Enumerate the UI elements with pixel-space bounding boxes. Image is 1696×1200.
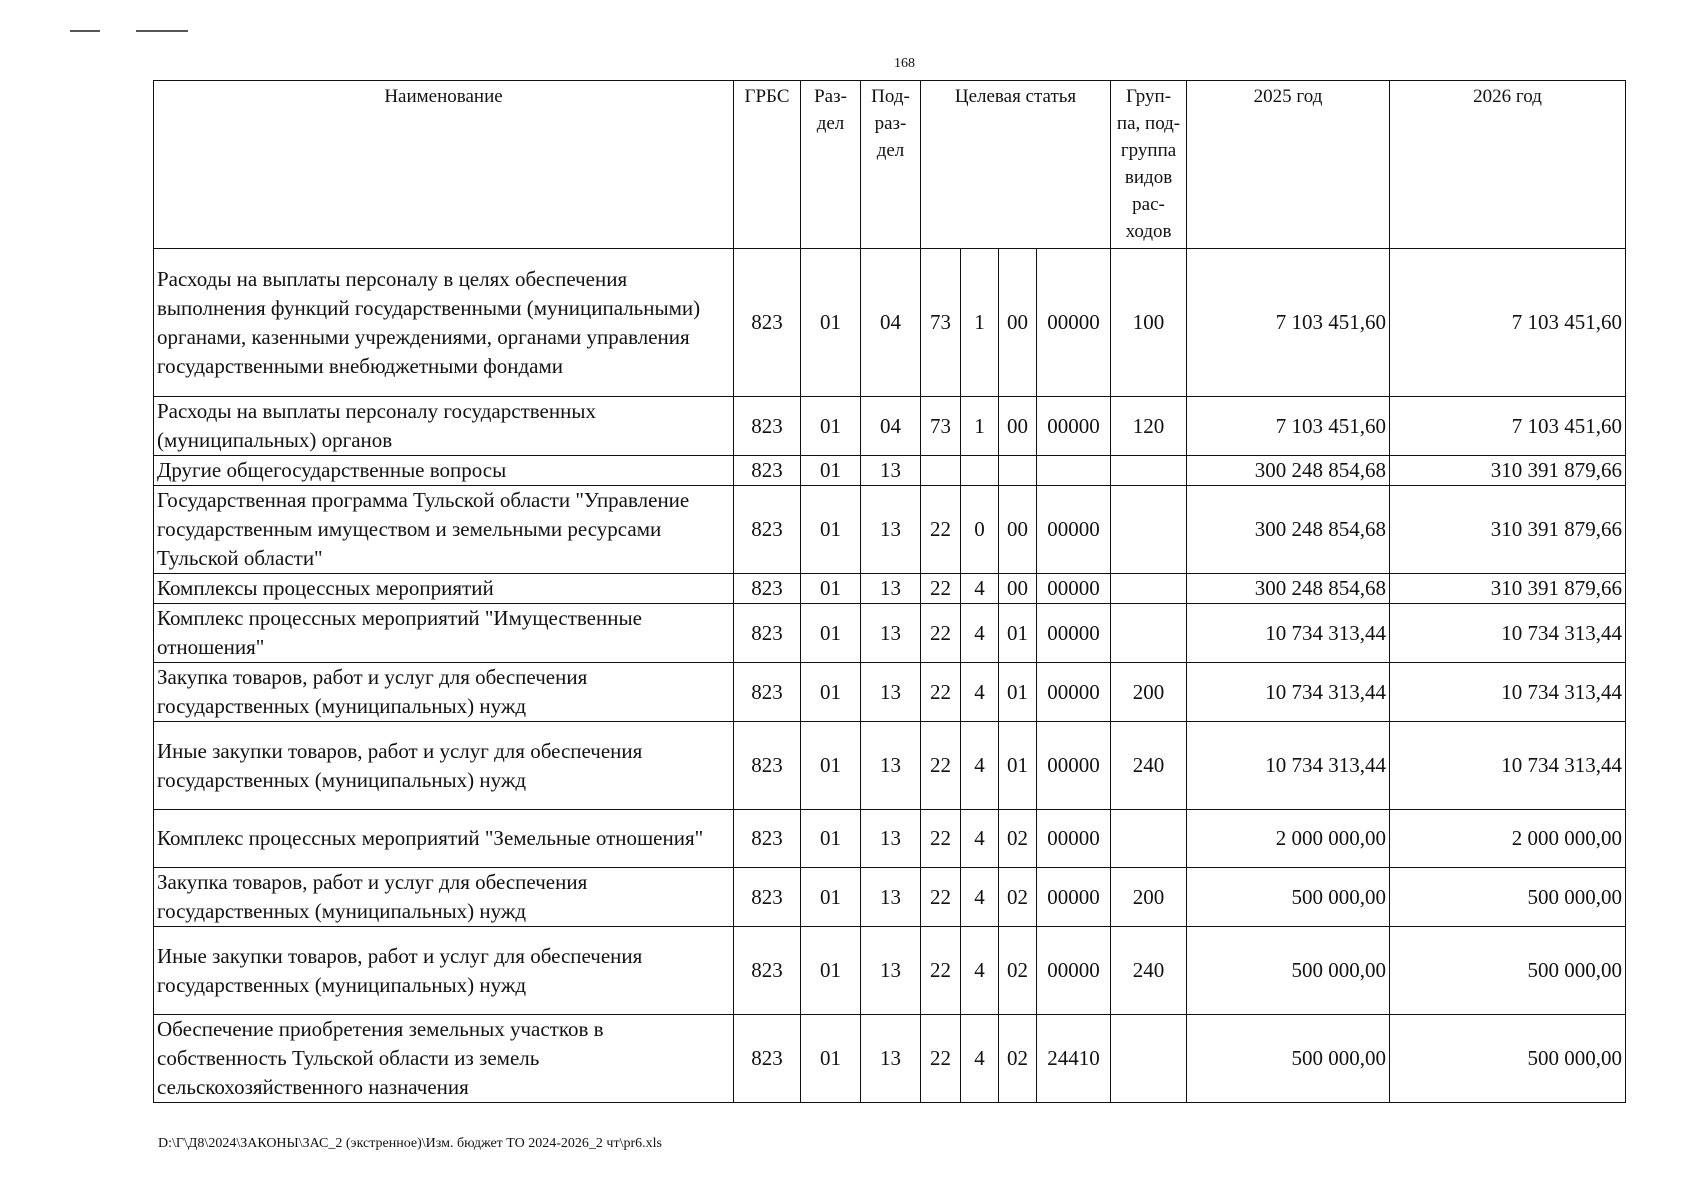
row-expense-group: [1111, 810, 1187, 868]
header-podrazdel: Под- раз- дел: [861, 81, 921, 249]
row-target-direction: [1037, 456, 1111, 486]
row-target-direction: 00000: [1037, 574, 1111, 604]
row-expense-group: 200: [1111, 663, 1187, 722]
header-expense-group: Груп- па, под- группа видов рас- ходов: [1111, 81, 1187, 249]
row-name: Расходы на выплаты персоналу государственных (муниципальных) органов: [154, 397, 734, 456]
row-grbs: 823: [734, 810, 801, 868]
row-expense-group: [1111, 1015, 1187, 1103]
row-target-event: 02: [999, 868, 1037, 927]
row-amount-2026: 10 734 313,44: [1390, 663, 1626, 722]
budget-table: [153, 80, 1626, 1103]
row-target-program: 22: [921, 574, 961, 604]
row-target-event: 00: [999, 486, 1037, 574]
row-target-program: 22: [921, 663, 961, 722]
row-razdel: 01: [801, 486, 861, 574]
row-podrazdel: 13: [861, 456, 921, 486]
row-target-program: 22: [921, 1015, 961, 1103]
row-amount-2025: 2 000 000,00: [1187, 810, 1390, 868]
row-amount-2026: 10 734 313,44: [1390, 604, 1626, 663]
row-grbs: 823: [734, 868, 801, 927]
row-name: Другие общегосударственные вопросы: [154, 456, 734, 486]
row-podrazdel: 13: [861, 574, 921, 604]
row-amount-2026: 10 734 313,44: [1390, 722, 1626, 810]
table-row: [154, 663, 1626, 722]
row-expense-group: 100: [1111, 249, 1187, 397]
row-amount-2026: 2 000 000,00: [1390, 810, 1626, 868]
row-grbs: 823: [734, 456, 801, 486]
row-target-event: 00: [999, 397, 1037, 456]
row-name: Закупка товаров, работ и услуг для обеспечения государственных (муниципальных) нужд: [154, 663, 734, 722]
row-expense-group: 200: [1111, 868, 1187, 927]
row-podrazdel: 13: [861, 486, 921, 574]
row-expense-group: 120: [1111, 397, 1187, 456]
row-amount-2026: 310 391 879,66: [1390, 456, 1626, 486]
row-podrazdel: 13: [861, 604, 921, 663]
scan-artifact-mark: [70, 30, 100, 32]
row-amount-2025: 10 734 313,44: [1187, 604, 1390, 663]
table-row: [154, 868, 1626, 927]
row-grbs: 823: [734, 249, 801, 397]
row-amount-2025: 500 000,00: [1187, 868, 1390, 927]
row-target-subprogram: 4: [961, 663, 999, 722]
header-grbs: ГРБС: [734, 81, 801, 249]
row-name: Иные закупки товаров, работ и услуг для обеспечения государственных (муниципальных) нужд: [154, 927, 734, 1015]
row-target-direction: 00000: [1037, 604, 1111, 663]
row-razdel: 01: [801, 249, 861, 397]
table-row: [154, 1015, 1626, 1103]
table-row: [154, 927, 1626, 1015]
scan-artifact-mark: [136, 30, 188, 32]
row-grbs: 823: [734, 397, 801, 456]
row-target-direction: 00000: [1037, 810, 1111, 868]
row-name: Расходы на выплаты персоналу в целях обеспечения выполнения функций государственными (муниципальными) органами, казенными учреждениями, органами управления государственными внебюджетными фондами: [154, 249, 734, 397]
row-grbs: 823: [734, 604, 801, 663]
row-target-subprogram: 1: [961, 397, 999, 456]
row-amount-2026: 310 391 879,66: [1390, 574, 1626, 604]
row-target-direction: 00000: [1037, 249, 1111, 397]
row-grbs: 823: [734, 1015, 801, 1103]
row-target-subprogram: [961, 456, 999, 486]
row-amount-2025: 500 000,00: [1187, 1015, 1390, 1103]
table-row: [154, 486, 1626, 574]
row-target-direction: 00000: [1037, 722, 1111, 810]
table-row: [154, 456, 1626, 486]
row-target-program: 73: [921, 397, 961, 456]
row-target-subprogram: 4: [961, 868, 999, 927]
row-target-program: 22: [921, 868, 961, 927]
row-expense-group: [1111, 456, 1187, 486]
row-razdel: 01: [801, 868, 861, 927]
row-name: Комплексы процессных мероприятий: [154, 574, 734, 604]
table-row: [154, 604, 1626, 663]
footer-file-path: D:\Г\Д8\2024\ЗАКОНЫ\ЗАС_2 (экстренное)\Изм. бюджет ТО 2024-2026_2 чт\pr6.xls: [158, 1136, 662, 1151]
row-grbs: 823: [734, 574, 801, 604]
row-target-event: 00: [999, 574, 1037, 604]
row-name: Закупка товаров, работ и услуг для обеспечения государственных (муниципальных) нужд: [154, 868, 734, 927]
row-amount-2026: 310 391 879,66: [1390, 486, 1626, 574]
row-target-program: 22: [921, 722, 961, 810]
row-razdel: 01: [801, 663, 861, 722]
row-amount-2026: 7 103 451,60: [1390, 397, 1626, 456]
row-amount-2025: 7 103 451,60: [1187, 397, 1390, 456]
row-expense-group: 240: [1111, 927, 1187, 1015]
row-target-program: 22: [921, 927, 961, 1015]
row-razdel: 01: [801, 722, 861, 810]
row-expense-group: [1111, 604, 1187, 663]
row-name: Иные закупки товаров, работ и услуг для обеспечения государственных (муниципальных) нужд: [154, 722, 734, 810]
row-target-subprogram: 1: [961, 249, 999, 397]
row-razdel: 01: [801, 604, 861, 663]
row-podrazdel: 04: [861, 249, 921, 397]
table-row: [154, 249, 1626, 397]
row-podrazdel: 13: [861, 663, 921, 722]
row-name: Комплекс процессных мероприятий "Земельные отношения": [154, 810, 734, 868]
row-amount-2026: 500 000,00: [1390, 927, 1626, 1015]
row-amount-2025: 10 734 313,44: [1187, 722, 1390, 810]
row-target-event: [999, 456, 1037, 486]
row-podrazdel: 13: [861, 868, 921, 927]
row-name: Государственная программа Тульской области "Управление государственным имуществом и земельными ресурсами Тульской области": [154, 486, 734, 574]
row-target-program: 22: [921, 604, 961, 663]
row-target-program: 22: [921, 486, 961, 574]
row-expense-group: [1111, 574, 1187, 604]
row-amount-2026: 500 000,00: [1390, 868, 1626, 927]
row-target-direction: 00000: [1037, 486, 1111, 574]
row-amount-2025: 300 248 854,68: [1187, 456, 1390, 486]
table-row: [154, 397, 1626, 456]
row-podrazdel: 13: [861, 927, 921, 1015]
row-target-direction: 00000: [1037, 397, 1111, 456]
header-year-2025: 2025 год: [1187, 81, 1390, 249]
row-razdel: 01: [801, 810, 861, 868]
row-amount-2025: 300 248 854,68: [1187, 486, 1390, 574]
row-target-subprogram: 4: [961, 574, 999, 604]
row-razdel: 01: [801, 397, 861, 456]
table-row: [154, 574, 1626, 604]
row-target-direction: 00000: [1037, 868, 1111, 927]
row-target-event: 02: [999, 810, 1037, 868]
row-grbs: 823: [734, 722, 801, 810]
row-amount-2025: 300 248 854,68: [1187, 574, 1390, 604]
header-row: [154, 81, 1626, 249]
row-target-program: 73: [921, 249, 961, 397]
row-target-subprogram: 4: [961, 927, 999, 1015]
row-podrazdel: 13: [861, 722, 921, 810]
row-target-program: 22: [921, 810, 961, 868]
row-razdel: 01: [801, 1015, 861, 1103]
row-razdel: 01: [801, 927, 861, 1015]
row-podrazdel: 13: [861, 810, 921, 868]
row-target-direction: 00000: [1037, 663, 1111, 722]
row-target-event: 01: [999, 722, 1037, 810]
header-name: Наименование: [154, 81, 734, 249]
row-target-program: [921, 456, 961, 486]
row-amount-2025: 500 000,00: [1187, 927, 1390, 1015]
row-grbs: 823: [734, 663, 801, 722]
row-target-event: 02: [999, 1015, 1037, 1103]
row-amount-2025: 7 103 451,60: [1187, 249, 1390, 397]
row-expense-group: [1111, 486, 1187, 574]
header-year-2026: 2026 год: [1390, 81, 1626, 249]
table-row: [154, 722, 1626, 810]
row-target-subprogram: 4: [961, 810, 999, 868]
row-name: Обеспечение приобретения земельных участков в собственность Тульской области из земель сельскохозяйственного назначения: [154, 1015, 734, 1103]
row-target-subprogram: 4: [961, 1015, 999, 1103]
header-target-article: Целевая статья: [921, 81, 1111, 249]
table-row: [154, 810, 1626, 868]
row-amount-2026: 500 000,00: [1390, 1015, 1626, 1103]
row-target-subprogram: 4: [961, 722, 999, 810]
row-target-event: 01: [999, 663, 1037, 722]
page-number: 168: [894, 56, 915, 71]
row-target-subprogram: 0: [961, 486, 999, 574]
row-target-event: 00: [999, 249, 1037, 397]
row-razdel: 01: [801, 456, 861, 486]
row-grbs: 823: [734, 486, 801, 574]
row-razdel: 01: [801, 574, 861, 604]
row-expense-group: 240: [1111, 722, 1187, 810]
row-grbs: 823: [734, 927, 801, 1015]
row-podrazdel: 13: [861, 1015, 921, 1103]
row-target-subprogram: 4: [961, 604, 999, 663]
row-amount-2025: 10 734 313,44: [1187, 663, 1390, 722]
row-target-event: 02: [999, 927, 1037, 1015]
row-name: Комплекс процессных мероприятий "Имущественные отношения": [154, 604, 734, 663]
row-target-direction: 00000: [1037, 927, 1111, 1015]
row-target-event: 01: [999, 604, 1037, 663]
row-podrazdel: 04: [861, 397, 921, 456]
row-amount-2026: 7 103 451,60: [1390, 249, 1626, 397]
header-razdel: Раз- дел: [801, 81, 861, 249]
row-target-direction: 24410: [1037, 1015, 1111, 1103]
